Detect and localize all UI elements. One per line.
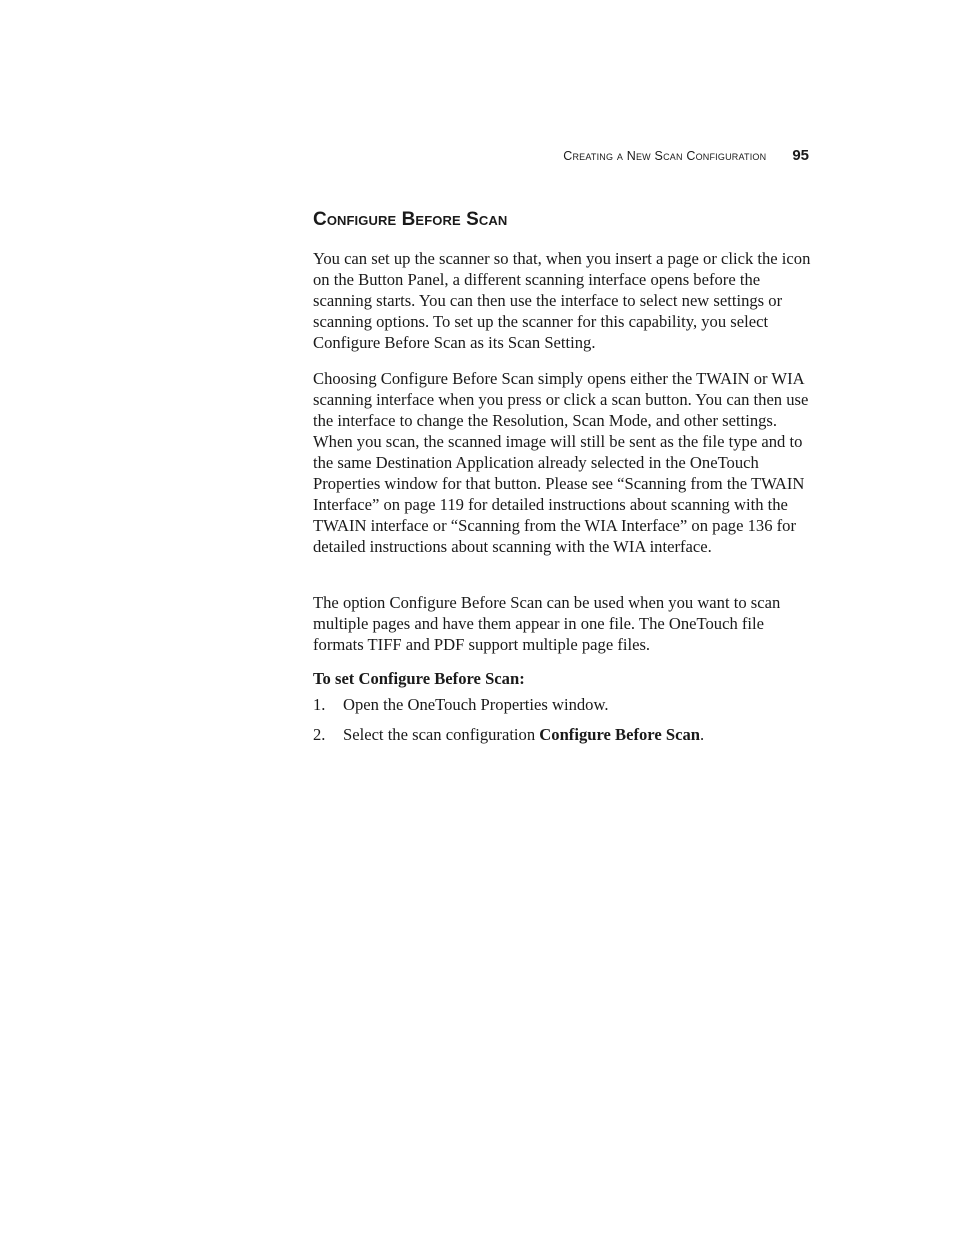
body-paragraph-2: Choosing Configure Before Scan simply opens either the TWAIN or WIA scanning interface when you press or click a scan button. You can then use the interface to change the Resolution, Scan Mode, and other settings. When you scan, the scanned image will still be sent as the file type and to the same Destination Application already selected in the OneTouch Properties window for that button. Please see “Scanning from the TWAIN Interface” on page 119 for detailed instructions about scanning with the TWAIN interface or “Scanning from the WIA Interface” on page 136 for detailed instructions about scanning with the WIA interface. [313, 369, 809, 556]
step-text: Open the OneTouch Properties window. [343, 695, 609, 714]
body-paragraph-1: You can set up the scanner so that, when you insert a page or click the icon on the Button Panel, a different scanning interface opens before the scanning starts. You can then use the interface to select new settings or scanning options. To set up the scanner for this capability, you select Configure Before Scan as its Scan Setting. [313, 249, 811, 352]
procedure-step [313, 694, 813, 715]
step-text-emphasis: Configure Before Scan [539, 725, 700, 744]
page-number: 95 [792, 147, 809, 164]
body-paragraph-3: The option Configure Before Scan can be used when you want to scan multiple pages and have them appear in one file. The OneTouch file formats TIFF and PDF support multiple page files. [313, 593, 781, 654]
step-number: 1. [313, 695, 326, 714]
running-header [460, 147, 809, 169]
section-heading: Configure Before Scan [313, 209, 508, 230]
step-text-lead: Select the scan configuration [343, 725, 540, 744]
procedure-heading: To set Configure Before Scan: [313, 669, 525, 688]
step-number: 2. [313, 725, 326, 744]
running-title: Creating a New Scan Configuration [563, 149, 767, 163]
step-text [343, 724, 704, 745]
step-text-end: . [700, 725, 705, 744]
procedure-step [313, 724, 813, 745]
